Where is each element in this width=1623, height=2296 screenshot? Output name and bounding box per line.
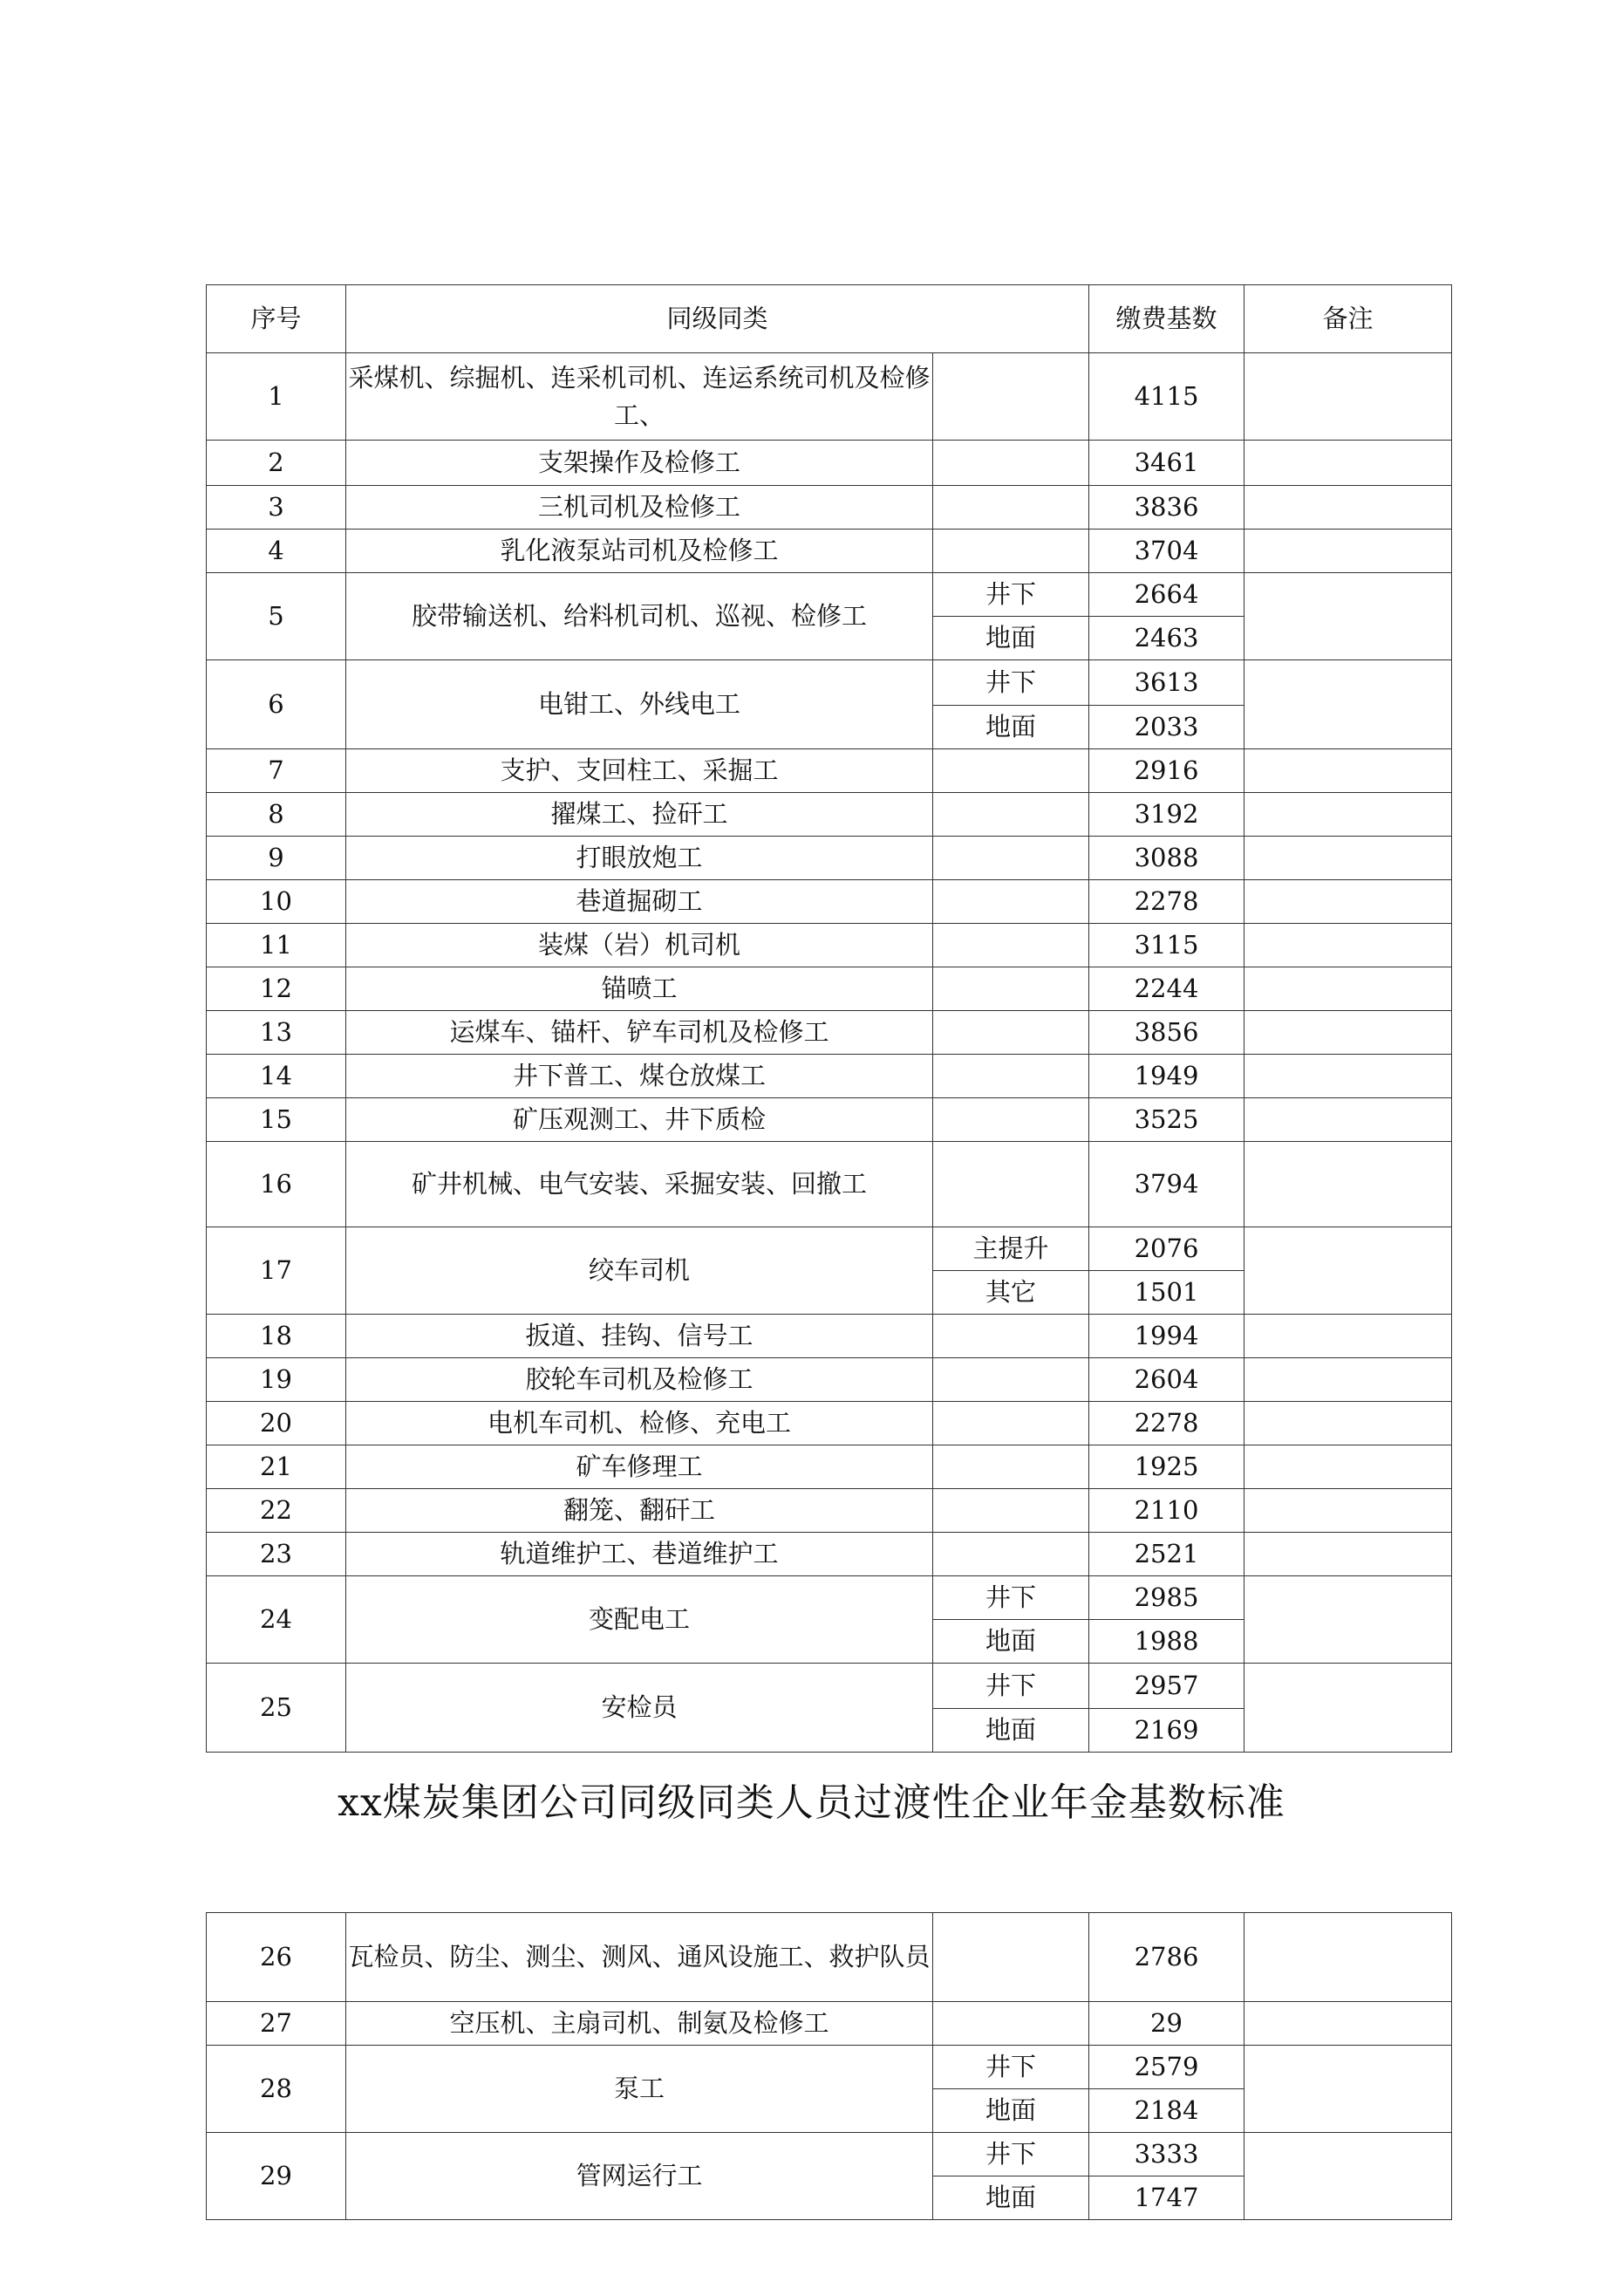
row-contribution-base: 3704 (1089, 530, 1245, 573)
row-contribution-base: 1988 (1089, 1620, 1245, 1664)
row-category-name: 瓦检员、防尘、测尘、测风、通风设施工、救护队员 (346, 1913, 933, 2002)
row-category-name: 采煤机、综掘机、连采机司机、连运系统司机及检修工、 (346, 353, 933, 441)
row-sub-location (933, 1055, 1089, 1098)
row-category-name: 电钳工、外线电工 (346, 660, 933, 749)
row-sub-location: 井下 (933, 660, 1089, 706)
row-category-name: 胶带输送机、给料机司机、巡视、检修工 (346, 573, 933, 660)
row-contribution-base: 2985 (1089, 1576, 1245, 1620)
row-sub-location (933, 1402, 1089, 1445)
row-serial-number: 16 (207, 1142, 346, 1227)
table-row (207, 1227, 1452, 1271)
row-serial-number: 5 (207, 573, 346, 660)
row-serial-number: 28 (207, 2046, 346, 2133)
row-contribution-base: 2033 (1089, 706, 1245, 749)
table-row (207, 1142, 1452, 1227)
row-remarks (1245, 1664, 1452, 1753)
row-category-name: 空压机、主扇司机、制氨及检修工 (346, 2002, 933, 2046)
row-sub-location (933, 1011, 1089, 1055)
table-row (207, 1011, 1452, 1055)
row-category-name: 打眼放炮工 (346, 837, 933, 880)
row-remarks (1245, 486, 1452, 530)
row-remarks (1245, 441, 1452, 486)
row-sub-location: 井下 (933, 573, 1089, 617)
row-contribution-base: 2579 (1089, 2046, 1245, 2089)
table-row (207, 1576, 1452, 1620)
row-serial-number: 3 (207, 486, 346, 530)
row-serial-number: 2 (207, 441, 346, 486)
table-header-row (207, 285, 1452, 353)
row-contribution-base: 1925 (1089, 1445, 1245, 1489)
row-sub-location (933, 1533, 1089, 1576)
table-row (207, 1098, 1452, 1142)
row-sub-location: 地面 (933, 2089, 1089, 2133)
row-serial-number: 22 (207, 1489, 346, 1533)
row-category-name: 绞车司机 (346, 1227, 933, 1315)
row-sub-location: 地面 (933, 706, 1089, 749)
row-sub-location (933, 530, 1089, 573)
row-contribution-base: 3115 (1089, 924, 1245, 967)
row-serial-number: 18 (207, 1315, 346, 1358)
table-row (207, 530, 1452, 573)
row-sub-location (933, 1913, 1089, 2002)
row-contribution-base: 3461 (1089, 441, 1245, 486)
row-remarks (1245, 1227, 1452, 1315)
row-remarks (1245, 1358, 1452, 1402)
row-remarks (1245, 924, 1452, 967)
table-row (207, 1055, 1452, 1098)
row-sub-location (933, 837, 1089, 880)
table-row (207, 793, 1452, 837)
row-category-name: 管网运行工 (346, 2133, 933, 2220)
row-sub-location (933, 2002, 1089, 2046)
table-row (207, 2133, 1452, 2176)
row-category-name: 运煤车、锚杆、铲车司机及检修工 (346, 1011, 933, 1055)
row-sub-location: 地面 (933, 1620, 1089, 1664)
row-category-name: 矿井机械、电气安装、采掘安装、回撤工 (346, 1142, 933, 1227)
row-category-name: 电机车司机、检修、充电工 (346, 1402, 933, 1445)
table-row (207, 1315, 1452, 1358)
row-category-name: 巷道掘砌工 (346, 880, 933, 924)
row-sub-location: 井下 (933, 1664, 1089, 1709)
row-sub-location: 井下 (933, 2046, 1089, 2089)
row-contribution-base: 3613 (1089, 660, 1245, 706)
row-remarks (1245, 1011, 1452, 1055)
row-category-name: 乳化液泵站司机及检修工 (346, 530, 933, 573)
row-serial-number: 15 (207, 1098, 346, 1142)
row-serial-number: 12 (207, 967, 346, 1011)
row-contribution-base: 2916 (1089, 749, 1245, 793)
row-contribution-base: 1949 (1089, 1055, 1245, 1098)
row-sub-location (933, 1358, 1089, 1402)
row-sub-location (933, 1489, 1089, 1533)
row-sub-location: 井下 (933, 2133, 1089, 2176)
row-sub-location (933, 353, 1089, 441)
row-remarks (1245, 1315, 1452, 1358)
row-category-name: 擢煤工、捡矸工 (346, 793, 933, 837)
row-serial-number: 7 (207, 749, 346, 793)
row-contribution-base: 3836 (1089, 486, 1245, 530)
row-serial-number: 23 (207, 1533, 346, 1576)
row-remarks (1245, 660, 1452, 749)
row-sub-location: 地面 (933, 1709, 1089, 1753)
row-remarks (1245, 353, 1452, 441)
row-serial-number: 20 (207, 1402, 346, 1445)
table-row (207, 880, 1452, 924)
row-sub-location: 地面 (933, 2176, 1089, 2220)
row-contribution-base: 2521 (1089, 1533, 1245, 1576)
row-category-name: 锚喷工 (346, 967, 933, 1011)
pension-base-table-part2 (206, 1912, 1452, 2220)
row-sub-location (933, 967, 1089, 1011)
row-serial-number: 6 (207, 660, 346, 749)
header-serial-number: 序号 (207, 285, 346, 353)
row-category-name: 胶轮车司机及检修工 (346, 1358, 933, 1402)
table-row (207, 1489, 1452, 1533)
row-category-name: 装煤（岩）机司机 (346, 924, 933, 967)
pension-base-table-part1 (206, 284, 1452, 1753)
row-contribution-base: 2957 (1089, 1664, 1245, 1709)
header-remarks: 备注 (1245, 285, 1452, 353)
row-serial-number: 13 (207, 1011, 346, 1055)
row-contribution-base: 1994 (1089, 1315, 1245, 1358)
row-remarks (1245, 1533, 1452, 1576)
row-remarks (1245, 1913, 1452, 2002)
row-contribution-base: 3856 (1089, 1011, 1245, 1055)
row-contribution-base: 2110 (1089, 1489, 1245, 1533)
header-contribution-base: 缴费基数 (1089, 285, 1245, 353)
row-category-name: 翻笼、翻矸工 (346, 1489, 933, 1533)
row-sub-location: 地面 (933, 617, 1089, 660)
row-serial-number: 4 (207, 530, 346, 573)
row-remarks (1245, 880, 1452, 924)
row-contribution-base: 2463 (1089, 617, 1245, 660)
row-remarks (1245, 1576, 1452, 1664)
table-row (207, 353, 1452, 441)
table-row (207, 967, 1452, 1011)
row-category-name: 轨道维护工、巷道维护工 (346, 1533, 933, 1576)
row-sub-location (933, 486, 1089, 530)
table-row (207, 924, 1452, 967)
table-row (207, 1664, 1452, 1709)
row-serial-number: 21 (207, 1445, 346, 1489)
row-category-name: 扳道、挂钩、信号工 (346, 1315, 933, 1358)
row-contribution-base: 3525 (1089, 1098, 1245, 1142)
row-remarks (1245, 530, 1452, 573)
row-contribution-base: 2076 (1089, 1227, 1245, 1271)
row-serial-number: 19 (207, 1358, 346, 1402)
table-row (207, 1913, 1452, 2002)
row-sub-location (933, 749, 1089, 793)
row-contribution-base: 2244 (1089, 967, 1245, 1011)
table-row (207, 486, 1452, 530)
row-serial-number: 8 (207, 793, 346, 837)
row-remarks (1245, 573, 1452, 660)
row-serial-number: 29 (207, 2133, 346, 2220)
row-serial-number: 17 (207, 1227, 346, 1315)
row-remarks (1245, 793, 1452, 837)
row-contribution-base: 2278 (1089, 880, 1245, 924)
row-contribution-base: 2664 (1089, 573, 1245, 617)
row-contribution-base: 1501 (1089, 1271, 1245, 1315)
row-contribution-base: 3794 (1089, 1142, 1245, 1227)
row-remarks (1245, 1445, 1452, 1489)
row-remarks (1245, 837, 1452, 880)
row-remarks (1245, 1055, 1452, 1098)
table-row (207, 573, 1452, 617)
document-title: xx煤炭集团公司同级同类人员过渡性企业年金基数标准 (338, 1780, 1285, 1825)
row-remarks (1245, 1402, 1452, 1445)
row-remarks (1245, 2046, 1452, 2133)
table-row (207, 1358, 1452, 1402)
table-row (207, 2046, 1452, 2089)
row-category-name: 泵工 (346, 2046, 933, 2133)
row-category-name: 变配电工 (346, 1576, 933, 1664)
table-row (207, 1402, 1452, 1445)
row-serial-number: 10 (207, 880, 346, 924)
row-contribution-base: 3333 (1089, 2133, 1245, 2176)
row-remarks (1245, 749, 1452, 793)
row-remarks (1245, 1489, 1452, 1533)
row-contribution-base: 3192 (1089, 793, 1245, 837)
row-contribution-base: 4115 (1089, 353, 1245, 441)
row-contribution-base: 2786 (1089, 1913, 1245, 2002)
row-sub-location: 其它 (933, 1271, 1089, 1315)
row-remarks (1245, 1142, 1452, 1227)
row-contribution-base: 3088 (1089, 837, 1245, 880)
row-sub-location (933, 793, 1089, 837)
table-row (207, 1533, 1452, 1576)
table-row (207, 441, 1452, 486)
row-serial-number: 11 (207, 924, 346, 967)
header-category: 同级同类 (346, 285, 1089, 353)
row-serial-number: 27 (207, 2002, 346, 2046)
table-row (207, 749, 1452, 793)
row-contribution-base: 2169 (1089, 1709, 1245, 1753)
row-category-name: 支护、支回柱工、采掘工 (346, 749, 933, 793)
row-sub-location (933, 1098, 1089, 1142)
row-contribution-base: 2278 (1089, 1402, 1245, 1445)
table-row (207, 1445, 1452, 1489)
row-category-name: 安检员 (346, 1664, 933, 1753)
row-serial-number: 24 (207, 1576, 346, 1664)
table-row (207, 2002, 1452, 2046)
row-sub-location: 主提升 (933, 1227, 1089, 1271)
row-remarks (1245, 967, 1452, 1011)
row-serial-number: 25 (207, 1664, 346, 1753)
row-sub-location (933, 1142, 1089, 1227)
row-category-name: 支架操作及检修工 (346, 441, 933, 486)
row-contribution-base: 29 (1089, 2002, 1245, 2046)
table-row (207, 837, 1452, 880)
row-sub-location (933, 924, 1089, 967)
row-contribution-base: 2604 (1089, 1358, 1245, 1402)
table-row (207, 660, 1452, 706)
row-category-name: 三机司机及检修工 (346, 486, 933, 530)
row-contribution-base: 1747 (1089, 2176, 1245, 2220)
row-remarks (1245, 2133, 1452, 2220)
row-sub-location (933, 441, 1089, 486)
row-sub-location (933, 880, 1089, 924)
row-sub-location: 井下 (933, 1576, 1089, 1620)
row-serial-number: 1 (207, 353, 346, 441)
row-sub-location (933, 1445, 1089, 1489)
row-remarks (1245, 1098, 1452, 1142)
row-contribution-base: 2184 (1089, 2089, 1245, 2133)
row-sub-location (933, 1315, 1089, 1358)
row-serial-number: 14 (207, 1055, 346, 1098)
row-serial-number: 9 (207, 837, 346, 880)
row-category-name: 矿压观测工、井下质检 (346, 1098, 933, 1142)
row-remarks (1245, 2002, 1452, 2046)
row-serial-number: 26 (207, 1913, 346, 2002)
row-category-name: 矿车修理工 (346, 1445, 933, 1489)
row-category-name: 井下普工、煤仓放煤工 (346, 1055, 933, 1098)
